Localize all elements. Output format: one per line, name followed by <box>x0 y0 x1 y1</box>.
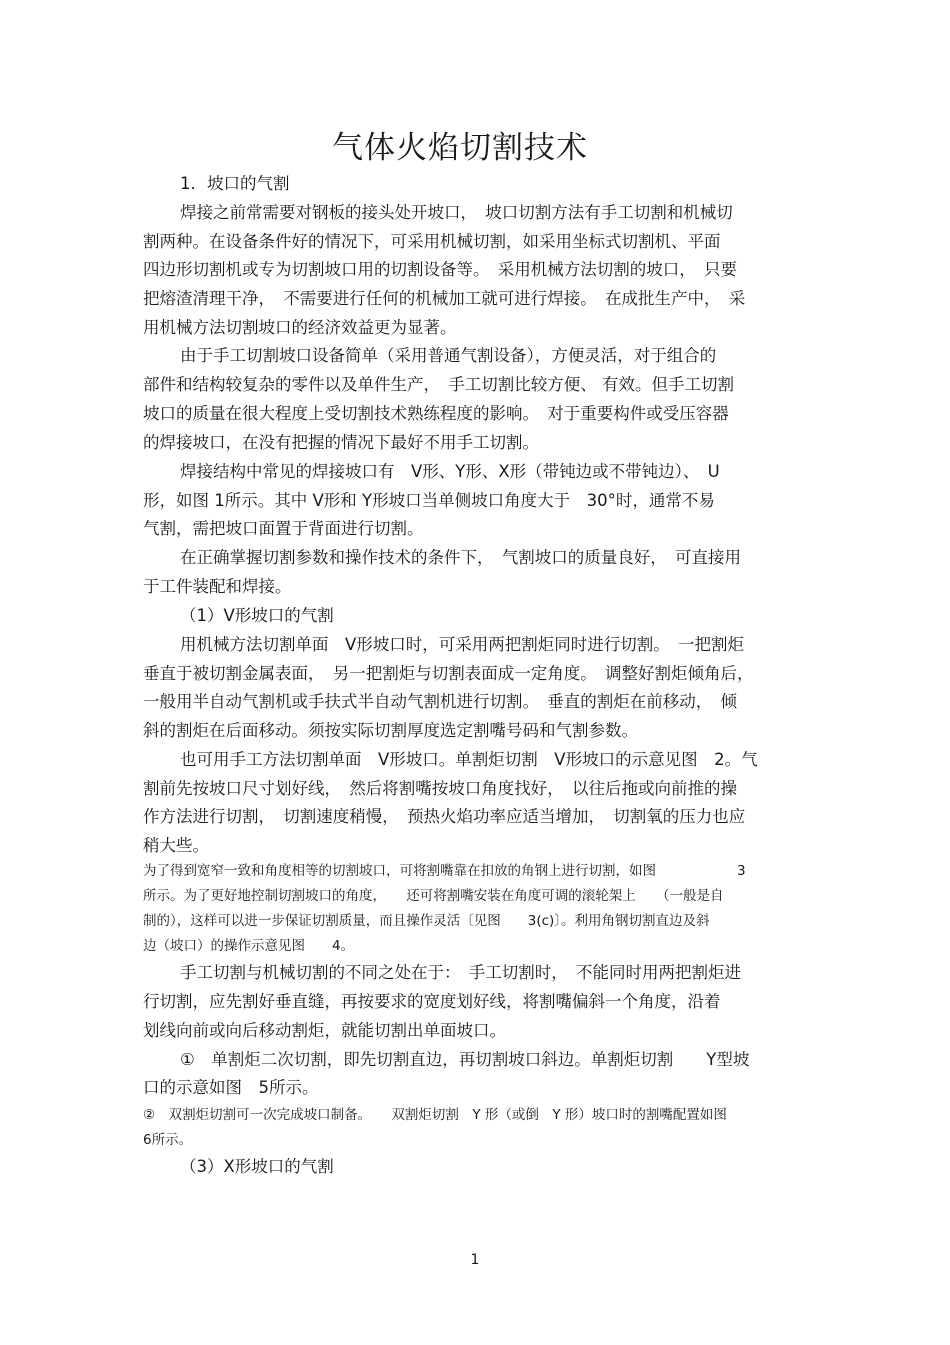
text-line: 坡口的质量在很大程度上受切割技术熟练程度的影响。 对于重要构件或受压容器 <box>143 404 729 423</box>
text-line-small: 边（坡口）的操作示意见图 4。 <box>143 938 355 954</box>
text-line: 划线向前或向后移动割炬，就能切割出单面坡口。 <box>143 1021 506 1040</box>
text-line-small: 6所示。 <box>143 1132 193 1148</box>
text-line: 在正确掌握切割参数和操作技术的条件下， 气割坡口的质量良好， 可直接用 <box>180 548 741 567</box>
text-line: 用机械方法切割单面 V形坡口时，可采用两把割炬同时进行切割。 一把割炬 <box>180 635 745 654</box>
text-line: 割前先按坡口尺寸划好线， 然后将割嘴按坡口角度找好， 以往后拖或向前推的操 <box>143 779 737 798</box>
text-line-small: 所示。为了更好地控制切割坡口的角度， 还可将割嘴安装在角度可调的滚轮架上 （一般是自 <box>143 888 724 904</box>
text-line: 口的示意如图 5所示。 <box>143 1078 319 1097</box>
text-line: 于工件装配和焊接。 <box>143 577 292 596</box>
document-title: 气体火焰切割技术 <box>332 130 588 166</box>
section-heading: （3）X形坡口的气割 <box>180 1157 334 1176</box>
text-line: 割两种。在设备条件好的情况下，可采用机械切割，如采用坐标式切割机、平面 <box>143 232 721 251</box>
text-line: 稍大些。 <box>143 836 209 855</box>
section-heading: （1）V形坡口的气割 <box>180 606 334 625</box>
text-line: 用机械方法切割坡口的经济效益更为显著。 <box>143 318 457 337</box>
text-line: 四边形切割机或专为切割坡口用的切割设备等。 采用机械方法切割的坡口， 只要 <box>143 260 737 279</box>
text-line-small: 制的），这样可以进一步保证切割质量，而且操作灵活〔见图 3(c)〕。利用角钢切割直边及斜 <box>143 913 710 929</box>
text-line: ① 单割炬二次切割，即先切割直边，再切割坡口斜边。单割炬切割 Y型坡 <box>180 1050 750 1069</box>
text-line: 气割，需把坡口面置于背面进行切割。 <box>143 519 424 538</box>
text-line: 焊接结构中常见的焊接坡口有 V形、Y形、X形（带钝边或不带钝边）、 U <box>180 462 720 481</box>
page-number: 1 <box>470 1252 480 1268</box>
text-line: 焊接之前常需要对钢板的接头处开坡口， 坡口切割方法有手工切割和机械切 <box>180 203 733 222</box>
section-heading: 1．坡口的气割 <box>180 174 290 193</box>
text-line: 作方法进行切割， 切割速度稍慢， 预热火焰功率应适当增加， 切割氧的压力也应 <box>143 807 746 826</box>
text-line: 也可用手工方法切割单面 V形坡口。单割炬切割 V形坡口的示意见图 2。气 <box>180 750 758 769</box>
text-line: 形，如图 1所示。其中 V形和 Y形坡口当单侧坡口角度大于 30°时，通常不易 <box>143 491 715 510</box>
text-line: 手工切割与机械切割的不同之处在于： 手工切割时， 不能同时用两把割炬进 <box>180 963 741 982</box>
text-line: 部件和结构较复杂的零件以及单件生产， 手工切割比较方便、 有效。但手工切割 <box>143 375 734 394</box>
text-line: 把熔渣清理干净， 不需要进行任何的机械加工就可进行焊接。 在成批生产中， 采 <box>143 289 746 308</box>
text-line: 由于手工切割坡口设备简单（采用普通气割设备），方便灵活，对于组合的 <box>180 346 717 365</box>
text-line: 斜的割炬在后面移动。须按实际切割厚度选定割嘴号码和气割参数。 <box>143 721 638 740</box>
text-line-small: 为了得到宽窄一致和角度相等的切割坡口，可将割嘴靠在扣放的角钢上进行切割，如图 3 <box>143 863 746 879</box>
text-line: 行切割，应先割好垂直缝，再按要求的宽度划好线，将割嘴偏斜一个角度，沿着 <box>143 992 721 1011</box>
text-line: 垂直于被切割金属表面， 另一把割炬与切割表面成一定角度。 调整好割炬倾角后， <box>143 664 754 683</box>
text-line-small: ② 双割炬切割可一次完成坡口制备。 双割炬切割 Y 形（或倒 Y 形）坡口时的割嘴配置如图 <box>143 1107 727 1123</box>
text-line: 的焊接坡口，在没有把握的情况下最好不用手工切割。 <box>143 433 539 452</box>
text-line: 一般用半自动气割机或手扶式半自动气割机进行切割。 垂直的割炬在前移动， 倾 <box>143 692 737 711</box>
